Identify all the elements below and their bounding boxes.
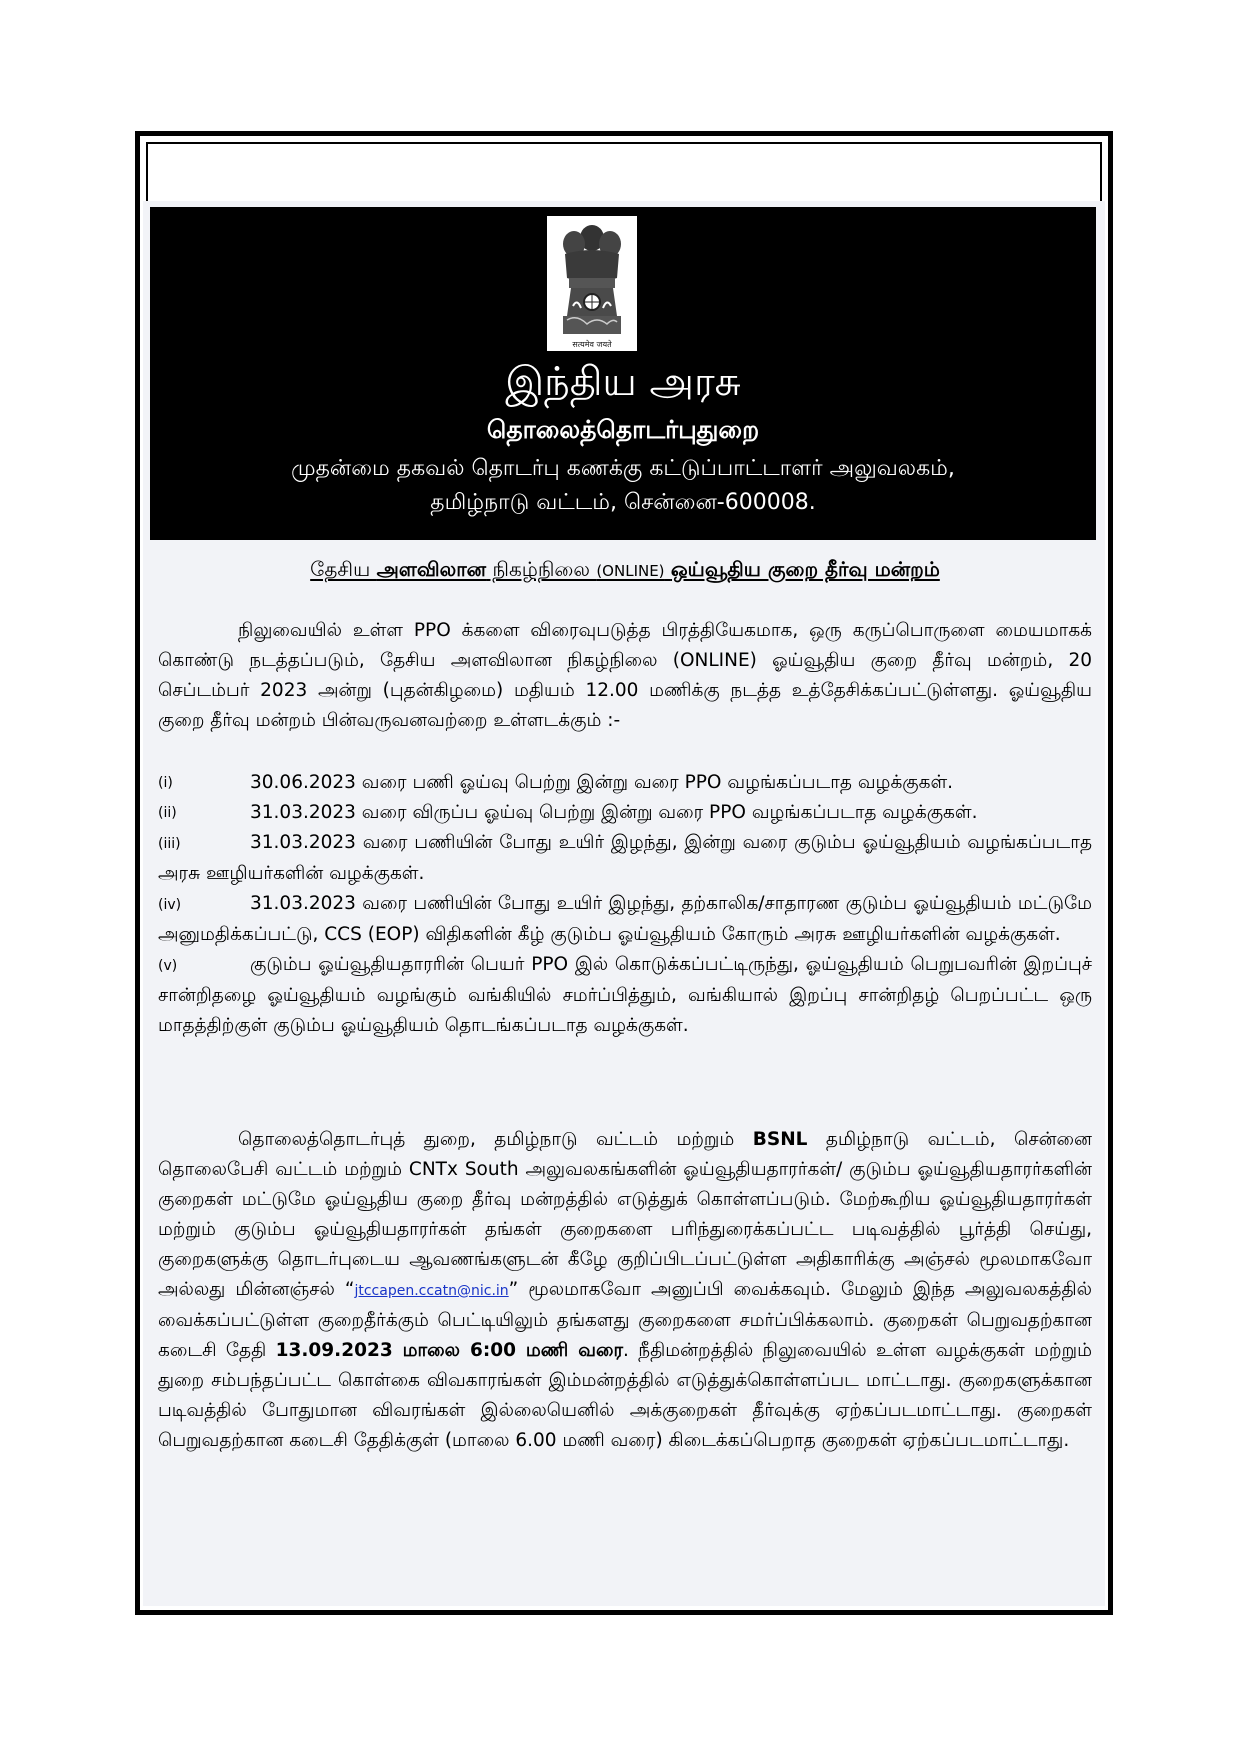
list-item-text: 31.03.2023 வரை பணியின் போது உயிர் இழந்து, இன்று வரை குடும்ப ஓய்வூதியம் வழங்கப்படாத அரசு ஊழியர்களின் வழக்குகள்.: [158, 832, 1092, 884]
list-item-number: (i): [158, 775, 173, 791]
country-heading: இந்திய அரசு: [505, 359, 741, 405]
bsnl-label: BSNL: [752, 1129, 808, 1150]
title-online: (ONLINE): [596, 562, 665, 580]
list-item-number: (iv): [158, 897, 182, 913]
deadline-text: 13.09.2023 மாலை 6:00 மணி வரை: [275, 1340, 624, 1361]
list-item: [158, 950, 1092, 1041]
list-item-number: (ii): [158, 805, 177, 821]
list-item: [158, 768, 1092, 798]
submission-paragraph: [158, 1125, 1092, 1456]
list-item-number: (iii): [158, 836, 181, 852]
paragraph-text: தமிழ்நாடு வட்டம், சென்னை தொலைபேசி வட்டம் மற்றும் CNTx South அலுவலகங்களின் ஓய்வூதியதாரர்கள்/ குடும்ப ஓய்வூதியதாரர்களின் குறைகள் மட்டுமே ஓய்வூதிய குறை தீர்வு மன்றத்தில் எடுத்துக் கொள்ளப்படும். மேற்கூறிய ஓய்வூதியதாரர்கள் மற்றும் குடும்ப ஓய்வூதியதாரர்கள் தங்கள் குறைகளை பரிந்துரைக்கப்பட்ட படிவத்தில் பூர்த்தி செய்து, குறைகளுக்கு தொடர்புடைய ஆவணங்களுடன் கீழே குறிப்பிடப்பட்டுள்ள அதிகாரிக்கு அஞ்சல் மூலமாகவோ அல்லது மின்னஞ்சல் “: [158, 1129, 1093, 1300]
title-part-bold: அளவிலான: [376, 557, 487, 581]
list-item: [158, 889, 1092, 950]
list-item-number: (v): [158, 958, 178, 974]
intro-paragraph: நிலுவையில் உள்ள PPO க்களை விரைவுபடுத்த பிரத்தியேகமாக, ஒரு கருப்பொருளை மையமாகக் கொண்டு நடத்தப்படும், தேசிய அளவிலான நிகழ்நிலை (ONLINE) ஓய்வூதிய குறை தீர்வு மன்றம், 20 செப்டம்பர் 2023 அன்று (புதன்கிழமை) மதியம் 12.00 மணிக்கு நடத்த உத்தேசிக்கப்பட்டுள்ளது. ஓய்வூதிய குறை தீர்வு மன்றம் பின்வருவனவற்றை உள்ளடக்கும் :-: [158, 620, 1092, 731]
office-heading: முதன்மை தகவல் தொடர்பு கணக்கு கட்டுப்பாட்டாளர் அலுவலகம்,: [291, 456, 955, 481]
list-item: [158, 798, 1092, 828]
list-item: [158, 828, 1092, 889]
location-heading: தமிழ்நாடு வட்டம், சென்னை-600008.: [430, 490, 816, 515]
title-part-bold: ஒய்வூதிய குறை தீர்வு மன்றம்: [670, 557, 940, 581]
emblem-motto: सत्यमेव जयते: [572, 340, 612, 349]
paragraph-text: தொலைத்தொடர்புத் துறை, தமிழ்நாடு வட்டம் மற்றும்: [238, 1129, 753, 1150]
list-item-text: குடும்ப ஓய்வூதியதாரரின் பெயர் PPO இல் கொடுக்கப்பட்டிருந்து, ஓய்வூதியம் பெறுபவரின் இறப்புச் சான்றிதழை ஓய்வூதியம் வழங்கும் வங்கியில் சமர்ப்பித்தும், வங்கியால் இறப்பு சான்றிதழ் பெறப்பட்ட ஒரு மாதத்திற்குள் குடும்ப ஓய்வூதியம் தொடங்கப்படாத வழக்குகள்.: [158, 954, 1092, 1036]
list-item-text: 31.03.2023 வரை பணியின் போது உயிர் இழந்து, தற்காலிக/சாதாரண குடும்ப ஓய்வூதியம் மட்டுமே அனுமதிக்கப்பட்டு, CCS (EOP) விதிகளின் கீழ் குடும்ப ஓய்வூதியம் கோரும் அரசு ஊழியர்களின் வழக்குகள்.: [158, 893, 1092, 945]
covered-cases-list: [158, 768, 1092, 1041]
notice-title: [160, 557, 1090, 584]
title-part: தேசிய: [310, 557, 377, 581]
state-emblem-icon: [547, 216, 637, 351]
email-link[interactable]: jtccapen.ccatn@nic.in: [354, 1283, 509, 1299]
list-item-text: 31.03.2023 வரை விருப்ப ஓய்வு பெற்று இன்று வரை PPO வழங்கப்படாத வழக்குகள்.: [250, 802, 978, 823]
department-heading: தொலைத்தொடர்புதுறை: [486, 415, 760, 444]
title-part: நிகழ்நிலை: [486, 557, 597, 581]
paragraph-text: . நீதிமன்றத்தில் நிலுவையில் உள்ள வழக்குகள் மற்றும் துறை சம்பந்தப்பட்ட கொள்கை விவகாரங்கள் இம்மன்றத்தில் எடுத்துக்கொள்ளப்பட மாட்டாது. குறைகளுக்கான படிவத்தில் போதுமான விவரங்கள் இல்லையெனில் அக்குறைகள் தீர்வுக்கு ஏற்கப்படமாட்டாது. குறைகள் பெறுவதற்கான கடைசி தேதிக்குள் (மாலை 6.00 மணி வரை) கிடைக்கப்பெறாத குறைகள் ஏற்கப்படமாட்டாது.: [158, 1340, 1092, 1451]
list-item-text: 30.06.2023 வரை பணி ஓய்வு பெற்று இன்று வரை PPO வழங்கப்படாத வழக்குகள்.: [250, 772, 954, 793]
paragraph-text: ” மூலமாகவோ அனுப்பி வைக்கவும். மேலும் இந்த அலுவலகத்தில் வைக்கப்பட்டுள்ள குறைதீர்க்கும் பெட்டியிலும் தங்களது குறைகளை சமர்ப்பிக்கலாம். குறைகள் பெறுவதற்கான கடைசி தேதி: [158, 1279, 1092, 1361]
